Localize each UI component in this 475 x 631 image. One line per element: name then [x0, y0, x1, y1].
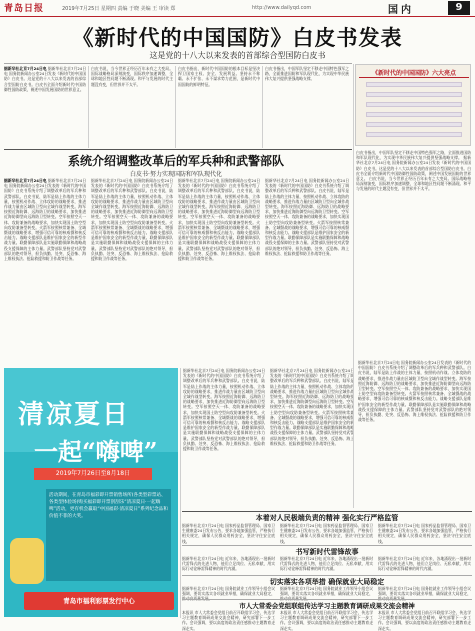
- second-story-column-3: [178, 178, 260, 364]
- column-text: 本报讯 市人大常委会党组日前召开联组学习会，传达学习主题教育调研成果交流会精神，研究部署下一步工作。会议强调，要以高度的政治责任感推动主题教育走深走实。: [182, 610, 275, 631]
- infographic-row: [366, 132, 462, 137]
- second-story-column-7: [358, 360, 471, 508]
- highlights-infographic: [355, 64, 471, 146]
- story6-column-2: [280, 610, 373, 631]
- column-text: 本报讯 市人大常委会党组日前召开联组学习会，传达学习主题教育调研成果交流会精神，研究部署下一步工作。会议强调，要以高度的政治责任感推动主题教育走深走实。: [378, 610, 471, 631]
- ad-description-box: [46, 489, 171, 581]
- column-text: 白皮书说，当今世界正经历百年未有之大变局。国际战略格局深刻演变，国际秩序加速调整，全球和地区性问题不断涌现。和平与发展的时代主题没有变，但世界并不太平。: [356, 176, 472, 192]
- story4-column-2: [280, 556, 373, 573]
- column-text: 据新华社北京7月24日电 国务院就业工作领导小组会议强调，要切实落实各项就业举措，确保就业大局稳定，推动高质量发展。: [182, 586, 275, 602]
- second-subheadline: 白皮书·努力实现国防和军队现代化: [130, 171, 222, 178]
- column-text: 据新华社北京7月24日电 国务院新闻办公室24日发表的《新时代的中国国防》白皮书系统介绍了调整改革后的军兵种和武警部队。白皮书说，陆军是陆上作战的主体力量，按照机动作战、立体攻防的战略要求，推进作战力量由区域防卫型向全域作战型转变。海军按照近海防御、远海防卫的战略要求，加快推进近海防御型向远海防卫型转变。空军按照空天一体、攻防兼备的战略要求，加快实现国土防空型向攻防兼备型转变。火箭军按照核常兼备、全域慑战的战略要求，增强可信可靠的核威慑和核反击能力。战略支援部队是维护国家安全的新型作战力量。联勤保障部队是实施联勤保障和战略战役支援保障的主体力量。武警部队坚持党对武警部队的绝对领导，担负执勤、处突、反恐怖、海上维权执法、抢险救援和防卫作战等任务。: [358, 360, 471, 423]
- story4-column-1: [182, 556, 275, 573]
- divider: [4, 149, 352, 150]
- story3-column-2: [280, 523, 373, 543]
- lead-story-column-1: [4, 66, 86, 148]
- lede: 据新华社北京7月24日电: [4, 178, 47, 183]
- second-story-column-2: [91, 178, 173, 364]
- column-text: 白皮书指出，中国军队坚定不移走中国特色强军之路，全面推进国防和军队现代化，为实现中华民族伟大复兴提供坚强战略支撑。: [356, 150, 471, 161]
- story6-column-3: [378, 610, 471, 631]
- column-text: 据新华社北京7月24日电 国务院就业工作领导小组会议强调，要切实落实各项就业举措，确保就业大局稳定，推动高质量发展。: [280, 586, 373, 602]
- column-rule: [88, 66, 89, 148]
- divider: [182, 599, 472, 600]
- column-rule: [180, 368, 181, 618]
- column-text: 据新华社北京7月24日电 国务院新闻办公室24日发表的《新时代的中国国防》白皮书系统介绍了调整改革后的军兵种和武警部队。白皮书说，陆军是陆上作战的主体力量，按照机动作战、立体攻防的战略要求，推进作战力量由区域防卫型向全域作战型转变。海军按照近海防御、远海防卫的战略要求，加快推进近海防御型向远海防卫型转变。空军按照空天一体、攻防兼备的战略要求，加快实现国土防空型向攻防兼备型转变。火箭军按照核常兼备、全域慑战的战略要求，增强可信可靠的核威慑和核反击能力。战略支援部队是维护国家安全的新型作战力量。联勤保障部队是实施联勤保障和战略战役支援保障的主体力量。武警部队坚持党对武警部队的绝对领导，担负执勤、处突、反恐怖、海上维权执法、抢险救援和防卫作战等任务。: [178, 178, 260, 262]
- section-name: 国内: [388, 5, 414, 16]
- page-number: 9: [448, 1, 470, 15]
- infographic-row: [366, 92, 462, 97]
- column-text: 据新华社北京7月24日电 国家药品监督管理局、国家卫生健康委24日发布公告，要求各地加强监管，严格执行相关规定，确保人民群众用药安全，坚决守住安全底线。: [280, 523, 373, 544]
- column-text: 据新华社北京7月24日电 近年来，各地涌现出一批新时代雷锋式的先进人物，他们立足岗位、无私奉献，用实际行动诠释雷锋精神的时代内涵。: [280, 556, 373, 572]
- divider: [182, 511, 472, 512]
- ad-brand: 青岛市福利彩票发行中心: [24, 592, 174, 610]
- ad-date-range: 2019年7月26日至8月18日: [34, 468, 152, 480]
- column-rule: [353, 64, 354, 508]
- second-story-column-1: [4, 178, 86, 364]
- column-rule: [262, 66, 263, 148]
- dateline: 2019年7月25日 星期四 责编 于晓 美编 王 审读 郑: [62, 6, 176, 12]
- ad-description: 活动期间，在青岛市福彩即开票销售场所(各类型彩票站、各类型体验场)购买福彩即开票刮刮乐“清凉夏日·一起嗨啤”活动，更有机会赢取“中国福彩·清凉夏日”系列纪念品和价值不菲的大奖。: [49, 493, 168, 519]
- lead-story-continuation: [356, 150, 471, 355]
- column-text: 本报讯 市人大常委会党组日前召开联组学习会，传达学习主题教育调研成果交流会精神，研究部署下一步工作。会议强调，要以高度的政治责任感推动主题教育走深走实。: [280, 610, 373, 631]
- column-text: 白皮书指出，中国军队坚定不移走中国特色强军之路，全面推进国防和军队现代化，为实现中华民族伟大复兴提供坚强战略支撑。: [265, 66, 349, 82]
- story6-column-1: [182, 610, 275, 631]
- infographic-row: [366, 112, 462, 117]
- column-text: 白皮书指出，新时代中国国防的根本目标是坚决捍卫国家主权、安全、发展利益。坚持永不称霸、永不扩张、永不谋求势力范围，是新时代中国国防的鲜明特征。: [178, 66, 260, 87]
- second-story-column-6: [270, 368, 354, 508]
- column-text: 据新华社北京7月24日电 国务院新闻办公室24日发表《新时代的中国国防》白皮书。这是党的十八大以来发表的首部综合型国防白皮书。白皮书全面介绍新时代中国防御性国防政策，阐述中国发展国防的世界意义。: [4, 66, 86, 92]
- second-story-column-4: [265, 178, 349, 364]
- column-text: 据新华社北京7月24日电 近年来，各地涌现出一批新时代雷锋式的先进人物，他们立足岗位、无私奉献，用实际行动诠释雷锋精神的时代内涵。: [182, 556, 275, 572]
- column-text: 据新华社北京7月24日电 国务院新闻办公室24日发表《新时代的中国国防》白皮书。这是党的十八大以来发表的首部综合型国防白皮书。白皮书全面介绍新时代中国防御性国防政策，阐述中国发展国防的世界意义。: [356, 155, 472, 182]
- story5-column-1: [182, 586, 275, 602]
- infographic-row: [366, 82, 462, 87]
- ad-slogan: 一起“嗨啤”: [34, 437, 158, 466]
- divider: [182, 575, 472, 576]
- infographic-row: [366, 102, 462, 107]
- column-text: 据新华社北京7月24日电 近年来，各地涌现出一批新时代雷锋式的先进人物，他们立足岗位、无私奉献，用实际行动诠释雷锋精神的时代内涵。: [378, 556, 471, 572]
- column-text: 据新华社北京7月24日电 国务院新闻办公室24日发表的《新时代的中国国防》白皮书系统介绍了调整改革后的军兵种和武警部队。白皮书说，陆军是陆上作战的主体力量，按照机动作战、立体攻防的战略要求，推进作战力量由区域防卫型向全域作战型转变。海军按照近海防御、远海防卫的战略要求，加快推进近海防御型向远海防卫型转变。空军按照空天一体、攻防兼备的战略要求，加快实现国土防空型向攻防兼备型转变。火箭军按照核常兼备、全域慑战的战略要求，增强可信可靠的核威慑和核反击能力。战略支援部队是维护国家安全的新型作战力量。联勤保障部队是实施联勤保障和战略战役支援保障的主体力量。武警部队坚持党对武警部队的绝对领导，担负执勤、处突、反恐怖、海上维权执法、抢险救援和防卫作战等任务。: [265, 178, 349, 256]
- column-text: 据新华社北京7月24日电 国务院新闻办公室24日发表的《新时代的中国国防》白皮书系统介绍了调整改革后的军兵种和武警部队。白皮书说，陆军是陆上作战的主体力量，按照机动作战、立体攻防的战略要求，推进作战力量由区域防卫型向全域作战型转变。海军按照近海防御、远海防卫的战略要求，加快推进近海防御型向远海防卫型转变。空军按照空天一体、攻防兼备的战略要求，加快实现国土防空型向攻防兼备型转变。火箭军按照核常兼备、全域慑战的战略要求，增强可信可靠的核威慑和核反击能力。战略支援部队是维护国家安全的新型作战力量。联勤保障部队是实施联勤保障和战略战役支援保障的主体力量。武警部队坚持党对武警部队的绝对领导，担负执勤、处突、反恐怖、海上维权执法、抢险救援和防卫作战等任务。: [270, 368, 354, 446]
- ad-title: 清凉夏日: [18, 400, 131, 430]
- column-text: 据新华社北京7月24日电 国务院就业工作领导小组会议强调，要切实落实各项就业举措，确保就业大局稳定，推动高质量发展。: [378, 586, 471, 602]
- column-text: 据新华社北京7月24日电 国家药品监督管理局、国家卫生健康委24日发布公告，要求各地加强监管，严格执行相关规定，确保人民群众用药安全，坚决守住安全底线。: [378, 523, 471, 544]
- column-rule: [175, 66, 176, 148]
- story5-column-2: [280, 586, 373, 602]
- lottery-advertisement[interactable]: [4, 368, 178, 617]
- column-text: 白皮书说，当今世界正经历百年未有之大变局。国际战略格局深刻演变，国际秩序加速调整，全球和地区性问题不断涌现。和平与发展的时代主题没有变，但世界并不太平。: [91, 66, 173, 87]
- story4-headline: 书写新时代雷锋故事: [295, 547, 359, 556]
- beer-mug-icon: [10, 538, 44, 584]
- story4-column-3: [378, 556, 471, 573]
- column-text: 据新华社北京7月24日电 国务院新闻办公室24日发表的《新时代的中国国防》白皮书系统介绍了调整改革后的军兵种和武警部队。白皮书说，陆军是陆上作战的主体力量，按照机动作战、立体攻防的战略要求，推进作战力量由区域防卫型向全域作战型转变。海军按照近海防御、远海防卫的战略要求，加快推进近海防御型向远海防卫型转变。空军按照空天一体、攻防兼备的战略要求，加快实现国土防空型向攻防兼备型转变。火箭军按照核常兼备、全域慑战的战略要求，增强可信可靠的核威慑和核反击能力。战略支援部队是维护国家安全的新型作战力量。联勤保障部队是实施联勤保障和战略战役支援保障的主体力量。武警部队坚持党对武警部队的绝对领导，担负执勤、处突、反恐怖、海上维权执法、抢险救援和防卫作战等任务。: [183, 368, 265, 452]
- story3-column-1: [182, 523, 275, 543]
- infographic-title: 《新时代的中国国防》六大亮点: [359, 68, 469, 78]
- column-text: 据新华社北京7月24日电 国务院新闻办公室24日发表的《新时代的中国国防》白皮书系统介绍了调整改革后的军兵种和武警部队。白皮书说，陆军是陆上作战的主体力量，按照机动作战、立体攻防的战略要求，推进作战力量由区域防卫型向全域作战型转变。海军按照近海防御、远海防卫的战略要求，加快推进近海防御型向远海防卫型转变。空军按照空天一体、攻防兼备的战略要求，加快实现国土防空型向攻防兼备型转变。火箭军按照核常兼备、全域慑战的战略要求，增强可信可靠的核威慑和核反击能力。战略支援部队是维护国家安全的新型作战力量。联勤保障部队是实施联勤保障和战略战役支援保障的主体力量。武警部队坚持党对武警部队的绝对领导，担负执勤、处突、反恐怖、海上维权执法、抢险救援和防卫作战等任务。: [91, 178, 173, 262]
- masthead-bar: [0, 0, 475, 17]
- column-text: 据新华社北京7月24日电 国家药品监督管理局、国家卫生健康委24日发布公告，要求各地加强监管，严格执行相关规定，确保人民群众用药安全，坚决守住安全底线。: [182, 523, 275, 544]
- lede: 据新华社北京7月24日电: [4, 66, 47, 71]
- story5-headline: 切实落实各项举措 确保就业大局稳定: [269, 577, 385, 586]
- website-url[interactable]: http://www.dailyqd.com: [252, 5, 312, 11]
- lead-headline: 《新时代的中国国防》白皮书发表: [72, 25, 403, 50]
- second-headline: 系统介绍调整改革后的军兵种和武警部队: [67, 154, 284, 168]
- story3-column-3: [378, 523, 471, 543]
- lead-story-column-2: [91, 66, 173, 148]
- lead-subheadline: 这是党的十八大以来发表的首部综合型国防白皮书: [149, 51, 326, 60]
- story3-headline: 本着对人民极端负责的精神 强化实行严格监管: [255, 513, 399, 522]
- story5-column-3: [378, 586, 471, 602]
- lead-story-column-4: [265, 66, 349, 148]
- second-story-column-5: [183, 368, 265, 508]
- lead-story-column-3: [178, 66, 260, 148]
- newspaper-logo: 青岛日报: [4, 4, 45, 14]
- infographic-row: [366, 122, 462, 127]
- divider: [4, 63, 352, 64]
- divider: [182, 545, 472, 546]
- column-text: 据新华社北京7月24日电 国务院新闻办公室24日发表的《新时代的中国国防》白皮书系统介绍了调整改革后的军兵种和武警部队。白皮书说，陆军是陆上作战的主体力量，按照机动作战、立体攻防的战略要求，推进作战力量由区域防卫型向全域作战型转变。海军按照近海防御、远海防卫的战略要求，加快推进近海防御型向远海防卫型转变。空军按照空天一体、攻防兼备的战略要求，加快实现国土防空型向攻防兼备型转变。火箭军按照核常兼备、全域慑战的战略要求，增强可信可靠的核威慑和核反击能力。战略支援部队是维护国家安全的新型作战力量。联勤保障部队是实施联勤保障和战略战役支援保障的主体力量。武警部队坚持党对武警部队的绝对领导，担负执勤、处突、反恐怖、海上维权执法、抢险救援和防卫作战等任务。: [4, 178, 86, 262]
- story6-headline: 市人大常委会党组联组传达学习主题教育调研成果交流会精神: [239, 602, 415, 610]
